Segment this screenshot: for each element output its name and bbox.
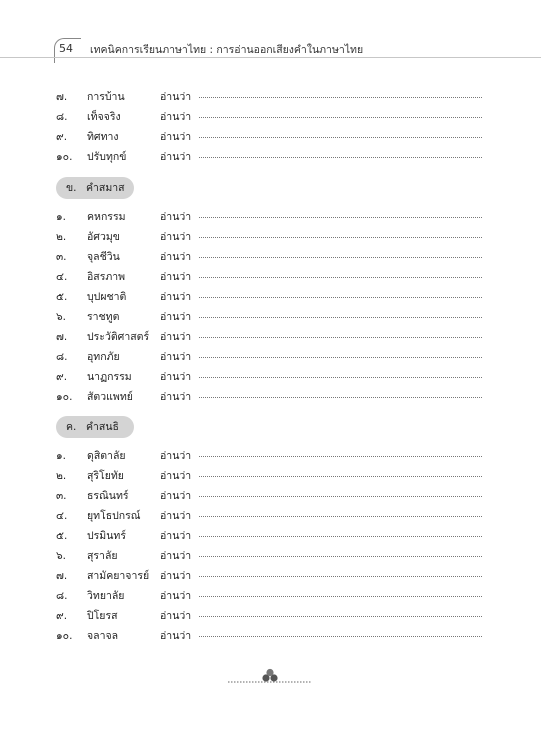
item-number: ๗. (56, 91, 68, 103)
read-as-label: อ่านว่า (160, 91, 192, 103)
exercise-row (0, 565, 541, 585)
answer-line[interactable] (199, 556, 482, 557)
item-number: ๘. (56, 111, 68, 123)
item-word: สุราลัย (87, 550, 118, 562)
exercise-row (0, 386, 541, 406)
answer-line[interactable] (199, 456, 482, 457)
answer-line[interactable] (199, 377, 482, 378)
exercise-row (0, 126, 541, 146)
exercise-row (0, 545, 541, 565)
exercise-row (0, 625, 541, 645)
exercise-row (0, 445, 541, 465)
item-word: สามัคยาจารย์ (87, 570, 150, 582)
answer-line[interactable] (199, 616, 482, 617)
exercise-row (0, 485, 541, 505)
item-number: ๔. (56, 271, 68, 283)
item-word: นาฏกรรม (87, 371, 132, 383)
exercise-row (0, 246, 541, 266)
answer-line[interactable] (199, 237, 482, 238)
answer-line[interactable] (199, 297, 482, 298)
item-number: ๓. (56, 251, 67, 263)
answer-line[interactable] (199, 117, 482, 118)
item-word: วิทยาลัย (87, 590, 125, 602)
item-word: ปรับทุกข์ (87, 151, 127, 163)
answer-line[interactable] (199, 97, 482, 98)
read-as-label: อ่านว่า (160, 151, 192, 163)
exercise-row (0, 206, 541, 226)
item-number: ๒. (56, 470, 67, 482)
answer-line[interactable] (199, 257, 482, 258)
exercise-row (0, 585, 541, 605)
answer-line[interactable] (199, 357, 482, 358)
read-as-label: อ่านว่า (160, 371, 192, 383)
read-as-label: อ่านว่า (160, 450, 192, 462)
item-word: ปรมินทร์ (87, 530, 126, 542)
item-word: สุริโยทัย (87, 470, 124, 482)
read-as-label: อ่านว่า (160, 131, 192, 143)
item-word: บุปผชาติ (87, 291, 127, 303)
answer-line[interactable] (199, 476, 482, 477)
item-word: จลาจล (87, 630, 119, 642)
header-rule (0, 57, 541, 58)
read-as-label: อ่านว่า (160, 111, 192, 123)
read-as-label: อ่านว่า (160, 570, 192, 582)
item-word: ทิศทาง (87, 131, 119, 143)
read-as-label: อ่านว่า (160, 291, 192, 303)
section-letter: ข. (66, 182, 77, 194)
read-as-label: อ่านว่า (160, 211, 192, 223)
exercise-row (0, 86, 541, 106)
section-letter: ค. (66, 421, 77, 433)
answer-line[interactable] (199, 576, 482, 577)
read-as-label: อ่านว่า (160, 610, 192, 622)
page-number: 54 (50, 36, 82, 62)
item-number: ๑๐. (56, 391, 73, 403)
item-number: ๘. (56, 590, 68, 602)
exercise-row (0, 465, 541, 485)
exercise-row (0, 106, 541, 126)
item-number: ๗. (56, 331, 68, 343)
exercise-row (0, 525, 541, 545)
item-number: ๖. (56, 550, 67, 562)
read-as-label: อ่านว่า (160, 490, 192, 502)
running-title: เทคนิคการเรียนภาษาไทย : การอ่านออกเสียงคำในภาษาไทย (90, 44, 364, 56)
footer-ornament-icon (228, 668, 312, 688)
exercise-row (0, 266, 541, 286)
item-word: อุทกภัย (87, 351, 120, 363)
exercise-row (0, 286, 541, 306)
section-b-header (56, 177, 134, 199)
exercise-row (0, 366, 541, 386)
item-number: ๓. (56, 490, 67, 502)
item-word: ธรณินทร์ (87, 490, 129, 502)
page-header (0, 30, 541, 70)
item-word: การบ้าน (87, 91, 125, 103)
read-as-label: อ่านว่า (160, 630, 192, 642)
answer-line[interactable] (199, 536, 482, 537)
item-number: ๑๐. (56, 630, 73, 642)
item-number: ๔. (56, 510, 68, 522)
answer-line[interactable] (199, 317, 482, 318)
item-word: ยุทโธปกรณ์ (87, 510, 141, 522)
answer-line[interactable] (199, 516, 482, 517)
answer-line[interactable] (199, 137, 482, 138)
item-number: ๒. (56, 231, 67, 243)
read-as-label: อ่านว่า (160, 251, 192, 263)
item-number: ๗. (56, 570, 68, 582)
item-number: ๖. (56, 311, 67, 323)
read-as-label: อ่านว่า (160, 550, 192, 562)
answer-line[interactable] (199, 397, 482, 398)
answer-line[interactable] (199, 157, 482, 158)
item-word: อิสรภาพ (87, 271, 126, 283)
item-word: อัศวมุข (87, 231, 120, 243)
item-number: ๕. (56, 291, 68, 303)
read-as-label: อ่านว่า (160, 470, 192, 482)
item-number: ๕. (56, 530, 68, 542)
section-label: คำสนธิ (86, 421, 119, 433)
item-word: คหกรรม (87, 211, 126, 223)
section-label: คำสมาส (86, 182, 125, 194)
item-word: จุลชีวิน (87, 251, 120, 263)
section-c-header (56, 416, 134, 438)
exercise-row (0, 306, 541, 326)
read-as-label: อ่านว่า (160, 231, 192, 243)
answer-line[interactable] (199, 217, 482, 218)
item-word: ประวัติศาสตร์ (87, 331, 150, 343)
read-as-label: อ่านว่า (160, 271, 192, 283)
read-as-label: อ่านว่า (160, 510, 192, 522)
item-number: ๙. (56, 131, 68, 143)
item-number: ๘. (56, 351, 68, 363)
exercise-row (0, 146, 541, 166)
exercise-row (0, 505, 541, 525)
item-number: ๑๐. (56, 151, 73, 163)
item-number: ๙. (56, 371, 68, 383)
answer-line[interactable] (199, 596, 482, 597)
item-number: ๑. (56, 450, 67, 462)
item-number: ๙. (56, 610, 68, 622)
item-word: ปิโยรส (87, 610, 118, 622)
read-as-label: อ่านว่า (160, 311, 192, 323)
item-word: ดุสิตาลัย (87, 450, 126, 462)
exercise-row (0, 605, 541, 625)
read-as-label: อ่านว่า (160, 590, 192, 602)
item-word: เท็จจริง (87, 111, 121, 123)
read-as-label: อ่านว่า (160, 331, 192, 343)
read-as-label: อ่านว่า (160, 351, 192, 363)
item-word: สัตวแพทย์ (87, 391, 133, 403)
item-number: ๑. (56, 211, 67, 223)
exercise-row (0, 326, 541, 346)
answer-line[interactable] (199, 277, 482, 278)
item-word: ราชทูต (87, 311, 120, 323)
answer-line[interactable] (199, 337, 482, 338)
read-as-label: อ่านว่า (160, 530, 192, 542)
read-as-label: อ่านว่า (160, 391, 192, 403)
answer-line[interactable] (199, 636, 482, 637)
answer-line[interactable] (199, 496, 482, 497)
exercise-row (0, 346, 541, 366)
exercise-row (0, 226, 541, 246)
